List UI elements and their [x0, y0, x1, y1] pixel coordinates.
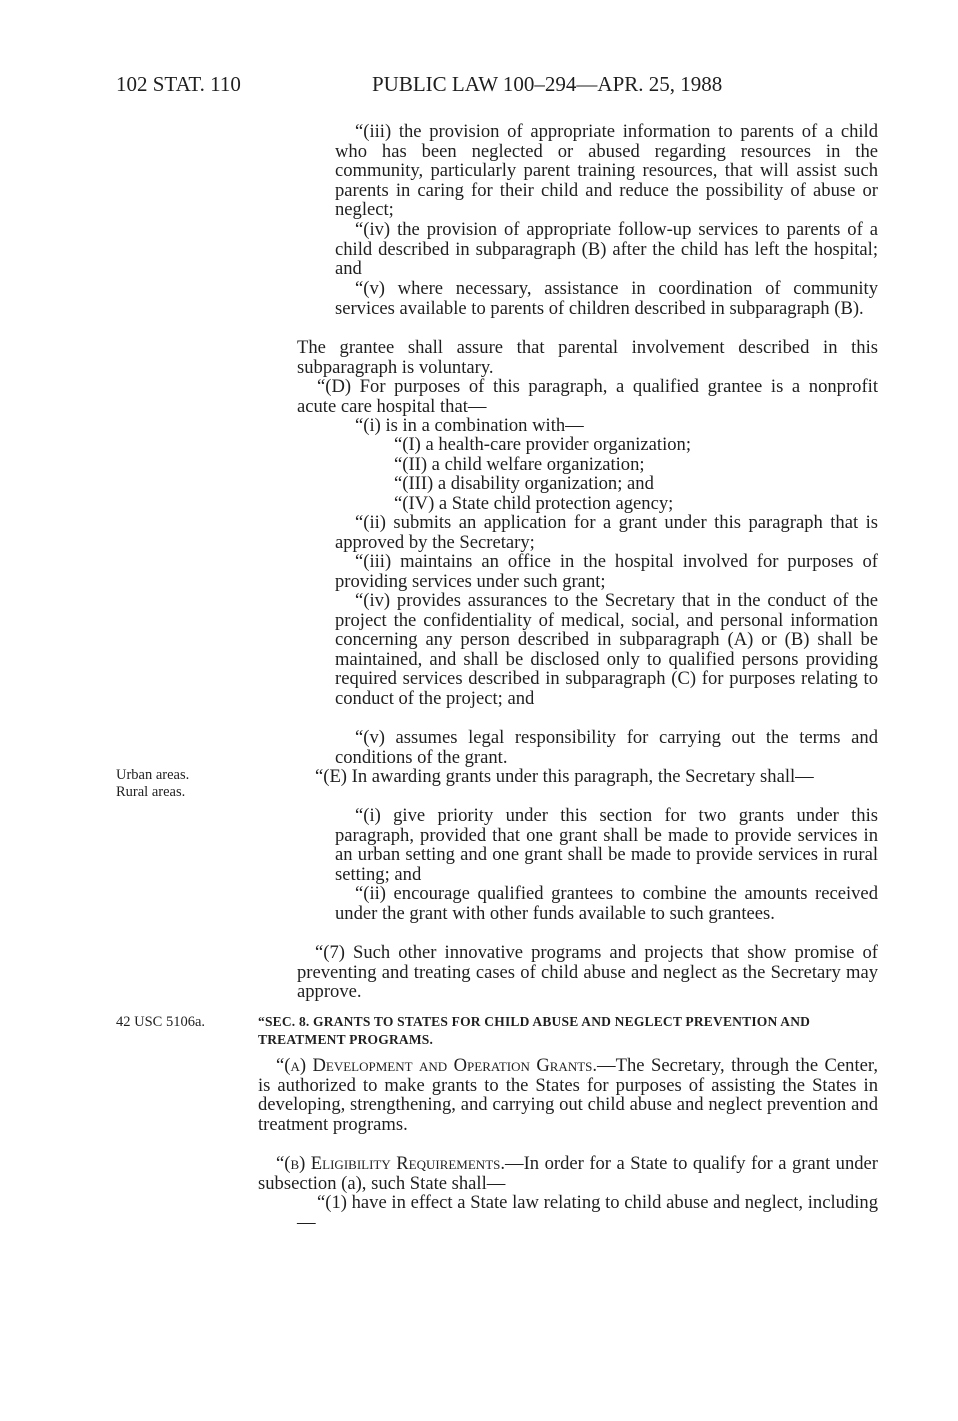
clause-v-responsibility: “(v) assumes legal responsibility for carrying out the terms and conditions of the grant. [335, 727, 878, 768]
margin-note-usc: 42 USC 5106a. [116, 1014, 206, 1030]
page-header [116, 70, 878, 98]
subparagraph-e: “(E) In awarding grants under this paragraph, the Secretary shall— [315, 766, 814, 787]
subsection-a [258, 1056, 878, 1134]
clause-iv-follow-up: “(iv) the provision of appropriate follow-up services to parents of a child described in subparagraph (B) after the child has left the hospital; and [335, 219, 878, 280]
paragraph-7: “(7) Such other innovative programs and projects that show promise of preventing and treating cases of child abuse and neglect as the Secretary may approve. [297, 942, 878, 1003]
clause-iii-office: “(iii) maintains an office in the hospital involved for purposes of providing services under such grant; [335, 551, 878, 592]
subparagraph-d: “(D) For purposes of this paragraph, a qualified grantee is a nonprofit acute care hospital that— [297, 376, 878, 417]
subsection-a-heading: “(a) Development and Operation Grants. [276, 1055, 598, 1076]
clause-iii-information: “(iii) the provision of appropriate information to parents of a child who has been neglected or abused regarding resources in the community, particularly parent training resources, that will assist such parents in caring for their child and reduce the possibility of abuse or neglect; [335, 121, 878, 221]
clause-i-combination: “(i) is in a combination with— [355, 415, 584, 436]
subclause-ii: “(II) a child welfare organization; [394, 454, 645, 475]
statute-page-number: 102 STAT. 110 [116, 72, 241, 96]
subsection-b [258, 1154, 878, 1193]
voluntary-involvement: The grantee shall assure that parental involvement described in this subparagraph is voluntary. [297, 337, 878, 378]
subsection-b-text: —In order for a State to qualify for a grant under subsection (a), such State shall— [258, 1153, 878, 1194]
subclause-i: “(I) a health-care provider organization; [394, 434, 692, 455]
section-8-heading: “SEC. 8. GRANTS TO STATES FOR CHILD ABUSE AND NEGLECT PREVENTION AND TREATMENT PROGRAMS. [258, 1014, 811, 1047]
clause-iv-assurances: “(iv) provides assurances to the Secretary that in the conduct of the project the confidentiality of medical, social, and personal information concerning any person described in subparagraph (A) or (B) shall be maintained, and shall be disclosed only to qualified persons providing required services described in subparagraph (C) for purposes relating to conduct of the project; and [335, 590, 878, 709]
clause-ii-encourage: “(ii) encourage qualified grantees to combine the amounts received under the grant with other funds available to such grantees. [335, 883, 878, 924]
margin-note-urban: Urban areas. [116, 767, 190, 783]
subsection-b-heading: “(b) Eligibility Requirements. [276, 1153, 506, 1174]
paragraph-1-state-law: “(1) have in effect a State law relating to child abuse and neglect, including— [297, 1192, 878, 1233]
subclause-iv: “(IV) a State child protection agency; [394, 493, 674, 514]
clause-v-coordination: “(v) where necessary, assistance in coordination of community services available to parents of children described in subparagraph (B). [335, 278, 878, 319]
margin-note-rural: Rural areas. [116, 784, 186, 800]
clause-i-priority: “(i) give priority under this section for two grants under this paragraph, provided that one grant shall be made to provide services in an urban setting and one grant shall be made to provide services in rural setting; and [335, 805, 878, 885]
subclause-iii: “(III) a disability organization; and [394, 473, 654, 494]
running-title: PUBLIC LAW 100–294—APR. 25, 1988 [372, 72, 723, 96]
clause-ii-application: “(ii) submits an application for a grant under this paragraph that is approved by the Secretary; [335, 512, 878, 553]
subsection-a-text: —The Secretary, through the Center, is authorized to make grants to the States for purposes of assisting the States in developing, strengthening, and carrying out child abuse and neglect prevention and treatment programs. [258, 1055, 878, 1135]
